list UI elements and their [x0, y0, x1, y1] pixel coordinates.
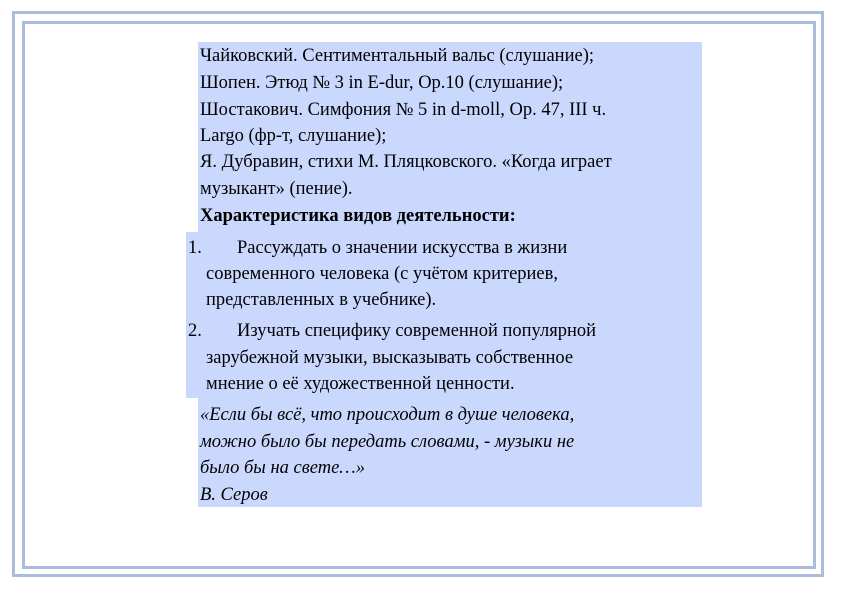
list-item-number: 1.: [188, 238, 202, 258]
list-item-text: представленных в учебнике).: [206, 290, 437, 310]
list-item-text: современного человека (с учётом критериев,: [206, 264, 558, 284]
repertoire-line: музыкант» (пение).: [200, 179, 353, 199]
quote-author: В. Серов: [200, 485, 268, 505]
quote-line: можно было бы передать словами, - музыки не: [200, 432, 575, 452]
repertoire-line: Шопен. Этюд № 3 in E-dur, Op.10 (слушание);: [200, 73, 564, 93]
list-item-number: 2.: [188, 321, 202, 341]
quote-line: было бы на свете…»: [200, 458, 365, 478]
repertoire-line: Чайковский. Сентиментальный вальс (слушание);: [200, 46, 594, 66]
repertoire-line: Шостакович. Симфония № 5 in d-moll, Op. 47, III ч.: [200, 100, 607, 120]
list-item-text: Изучать специфику современной популярной: [237, 321, 597, 341]
list-item-text: Рассуждать о значении искусства в жизни: [237, 238, 568, 258]
repertoire-line: Largo (фр-т, слушание);: [200, 126, 387, 146]
quote-line: «Если бы всё, что происходит в душе человека,: [200, 405, 575, 425]
list-item-text: зарубежной музыки, высказывать собственное: [206, 348, 574, 368]
repertoire-line: Я. Дубравин, стихи М. Пляцковского. «Когда играет: [200, 152, 612, 172]
activities-heading: Характеристика видов деятельности:: [200, 206, 516, 226]
list-item-text: мнение о её художественной ценности.: [206, 374, 515, 394]
